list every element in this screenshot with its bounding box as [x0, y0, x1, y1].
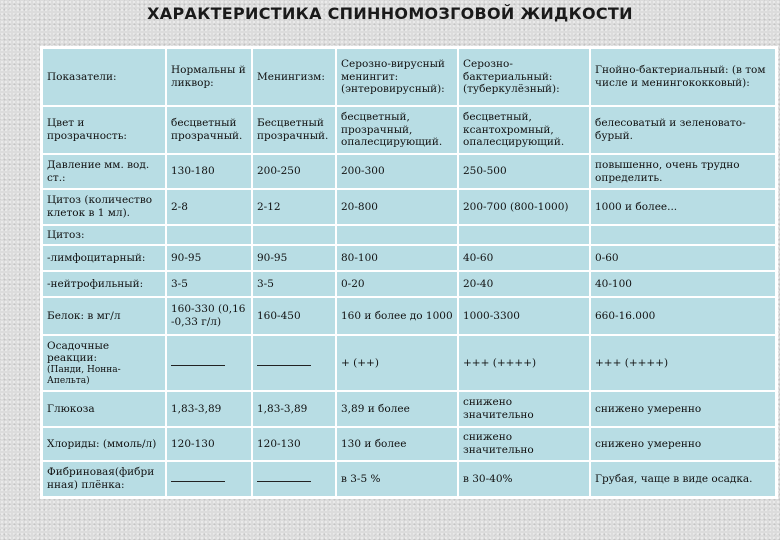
- table-row: [42, 154, 776, 189]
- table-cell: 160-450: [252, 297, 336, 335]
- header-cell: Нормальны й ликвор:: [166, 48, 252, 106]
- table-cell: 120-130: [252, 427, 336, 461]
- table-cell: 40-60: [458, 245, 590, 271]
- table-row: [42, 106, 776, 154]
- csf-table: [40, 46, 778, 499]
- table-cell: + (++): [336, 335, 458, 391]
- header-cell: Серозно-вирусный менингит: (энтеровирусный):: [336, 48, 458, 106]
- table-cell: 40-100: [590, 271, 776, 297]
- row-label: Цитоз:: [42, 225, 166, 245]
- table-cell: 200-300: [336, 154, 458, 189]
- table-cell: 3-5: [252, 271, 336, 297]
- row-label: Цитоз (количество клеток в 1 мл).: [42, 189, 166, 225]
- table-cell: 90-95: [166, 245, 252, 271]
- row-label: [42, 335, 166, 391]
- table-cell: 1000-3300: [458, 297, 590, 335]
- sediment-note: (Панди, Нонна-Апельта): [47, 364, 121, 386]
- table-cell: снижено значительно: [458, 391, 590, 427]
- table-cell: 90-95: [252, 245, 336, 271]
- table-cell: 130 и более: [336, 427, 458, 461]
- table-cell: [252, 461, 336, 497]
- table-cell: 3,89 и более: [336, 391, 458, 427]
- table-cell: 1,83-3,89: [252, 391, 336, 427]
- table-cell: в 30-40%: [458, 461, 590, 497]
- table-cell: [252, 335, 336, 391]
- row-label: Фибриновая(фибри нная) плёнка:: [42, 461, 166, 497]
- table-cell: 20-40: [458, 271, 590, 297]
- table-row: [42, 225, 776, 245]
- table-cell: [458, 225, 590, 245]
- table-cell: белесоватый и зеленовато-бурый.: [590, 106, 776, 154]
- table-cell: Бесцветный прозрачный.: [252, 106, 336, 154]
- table-cell: 1,83-3,89: [166, 391, 252, 427]
- table-cell: 20-800: [336, 189, 458, 225]
- row-label-main: Осадочные реакции:: [47, 339, 110, 365]
- row-label: -нейтрофильный:: [42, 271, 166, 297]
- table-row: [42, 297, 776, 335]
- table-cell: 130-180: [166, 154, 252, 189]
- dash-line: [257, 473, 311, 482]
- header-cell: Гнойно-бактериальный: (в том числе и менингококковый):: [590, 48, 776, 106]
- table-cell: 80-100: [336, 245, 458, 271]
- table-cell: снижено умеренно: [590, 427, 776, 461]
- table-row: [42, 427, 776, 461]
- table-row: [42, 271, 776, 297]
- dash-line: [257, 357, 311, 366]
- table-cell: снижено значительно: [458, 427, 590, 461]
- table-cell: 120-130: [166, 427, 252, 461]
- table-row: [42, 245, 776, 271]
- table-cell: 250-500: [458, 154, 590, 189]
- table-cell: [166, 225, 252, 245]
- header-cell: Серозно-бактериальный: (туберкулёзный):: [458, 48, 590, 106]
- table-cell: [590, 225, 776, 245]
- table-cell: 1000 и более...: [590, 189, 776, 225]
- table-cell: 0-60: [590, 245, 776, 271]
- row-label: Глюкоза: [42, 391, 166, 427]
- table-cell: 660-16.000: [590, 297, 776, 335]
- row-label: Давление мм. вод. ст.:: [42, 154, 166, 189]
- table-cell: Грубая, чаще в виде осадка.: [590, 461, 776, 497]
- header-cell: Показатели:: [42, 48, 166, 106]
- table-cell: в 3-5 %: [336, 461, 458, 497]
- table-row: [42, 461, 776, 497]
- table-cell: 2-12: [252, 189, 336, 225]
- table-cell: 200-250: [252, 154, 336, 189]
- row-label: -лимфоцитарный:: [42, 245, 166, 271]
- table-cell: [166, 335, 252, 391]
- table-cell: бесцветный прозрачный.: [166, 106, 252, 154]
- table-cell: снижено умеренно: [590, 391, 776, 427]
- table-cell: +++ (++++): [458, 335, 590, 391]
- row-label: Цвет и прозрачность:: [42, 106, 166, 154]
- table-cell: [252, 225, 336, 245]
- table-cell: 0-20: [336, 271, 458, 297]
- table-cell: бесцветный, прозрачный, опалесцирующий.: [336, 106, 458, 154]
- dash-line: [171, 473, 225, 482]
- table-cell: 3-5: [166, 271, 252, 297]
- header-cell: Менингизм:: [252, 48, 336, 106]
- table-cell: 160-330 (0,16 -0,33 г/л): [166, 297, 252, 335]
- table-header-row: [42, 48, 776, 106]
- table-cell: [166, 461, 252, 497]
- table-cell: +++ (++++): [590, 335, 776, 391]
- table-cell: 160 и более до 1000: [336, 297, 458, 335]
- page-title: ХАРАКТЕРИСТИКА СПИННОМОЗГОВОЙ ЖИДКОСТИ: [147, 4, 633, 23]
- table-row: [42, 391, 776, 427]
- table-cell: 2-8: [166, 189, 252, 225]
- table-cell: [336, 225, 458, 245]
- table-row: [42, 335, 776, 391]
- table-cell: 200-700 (800-1000): [458, 189, 590, 225]
- table-cell: бесцветный, ксантохромный, опалесцирующий.: [458, 106, 590, 154]
- table-row: [42, 189, 776, 225]
- row-label: Хлориды: (ммоль/л): [42, 427, 166, 461]
- row-label: Белок: в мг/л: [42, 297, 166, 335]
- table-cell: повышенно, очень трудно определить.: [590, 154, 776, 189]
- dash-line: [171, 357, 225, 366]
